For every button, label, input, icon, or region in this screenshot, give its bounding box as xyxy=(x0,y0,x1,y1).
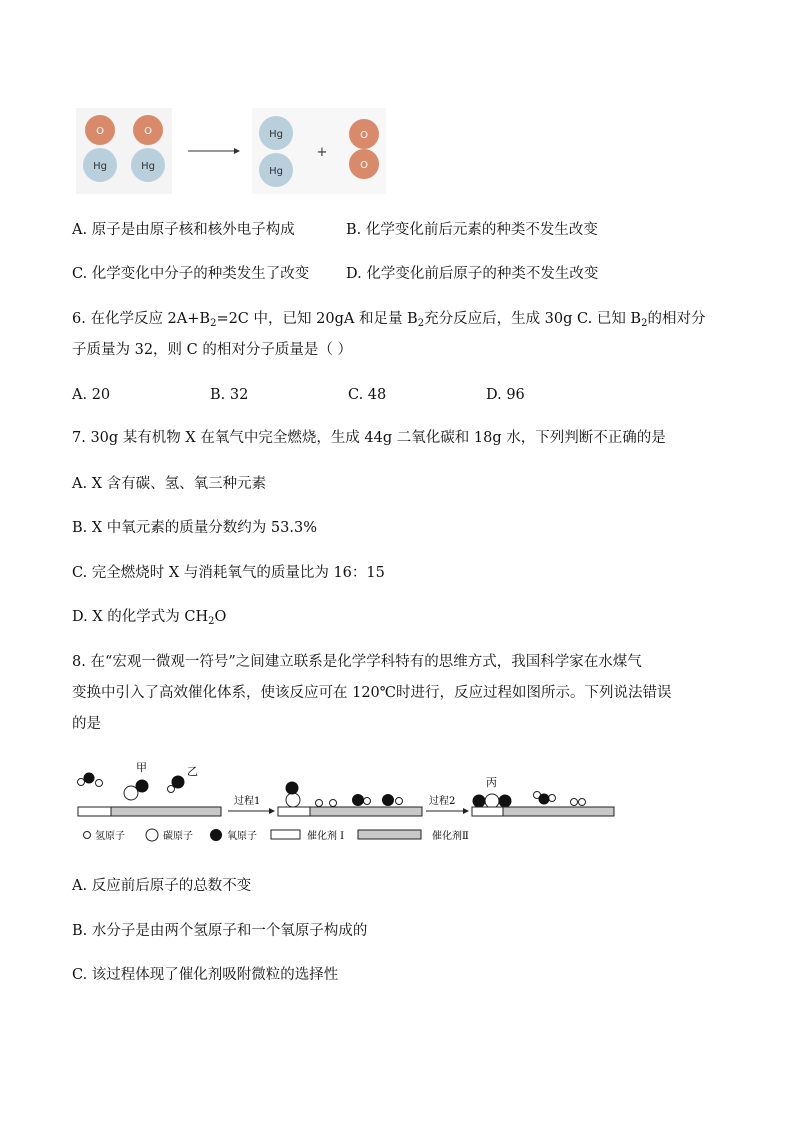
q6-subscript: 2 xyxy=(417,318,425,329)
q7-option-d xyxy=(72,607,226,627)
hydrogen-atom xyxy=(96,780,103,787)
oxygen-atom xyxy=(382,794,394,806)
oxygen-atom xyxy=(172,776,185,789)
legend-carbon-icon xyxy=(146,829,158,841)
reaction-arrow-head xyxy=(234,148,240,154)
q7-option-d-text: O xyxy=(214,609,227,625)
process-1-arrow-head xyxy=(269,808,275,814)
q8-stem-line2: 变换中引入了高效催化体系，使该反应可在 120℃时进行，反应过程如图所示。下列说法错误 xyxy=(72,685,672,701)
catalyst-one-bar xyxy=(472,807,503,816)
q6-stem-line1 xyxy=(72,309,705,329)
q8-stem-line1: 8. 在“宏观一微观一符号”之间建立联系是化学学科特有的思维方式，我国科学家在水煤气 xyxy=(72,654,642,670)
hydrogen-atom xyxy=(571,799,578,806)
q5-option-b: B. 化学变化前后元素的种类不发生改变 xyxy=(346,222,598,238)
q8-option-c: C. 该过程体现了催化剂吸附微粒的选择性 xyxy=(72,967,339,983)
atom-label-o: O xyxy=(96,126,104,137)
hydrogen-atom xyxy=(396,798,403,805)
atom-label-hg: Hg xyxy=(269,166,283,177)
legend-catalyst-one-label: 催化剂 I xyxy=(307,831,345,842)
q8-stem-line3: 的是 xyxy=(72,716,101,732)
q6-subscript: 2 xyxy=(641,318,648,329)
label-yi: 乙 xyxy=(187,765,198,778)
oxygen-atom xyxy=(473,795,486,808)
oxygen-atom xyxy=(352,794,364,806)
q5-option-a: A. 原子是由原子核和核外电子构成 xyxy=(72,222,295,238)
q7-option-c: C. 完全燃烧时 X 与消耗氧气的质量比为 16：15 xyxy=(72,565,385,581)
q6-stem-line2: 子质量为 32，则 C 的相对分子质量是（ ） xyxy=(72,342,352,358)
q6-option-d: D. 96 xyxy=(486,387,525,403)
q8-option-a: A. 反应前后原子的总数不变 xyxy=(72,878,252,894)
q6-subscript: 2 xyxy=(210,318,217,329)
hydrogen-atom xyxy=(78,779,85,786)
q7-option-d-text: D. X 的化学式为 CH xyxy=(72,609,209,625)
q6-text: 的相对分 xyxy=(647,311,706,327)
hydrogen-atom xyxy=(316,800,323,807)
q6-text: 6. 在化学反应 2A+B xyxy=(72,311,211,327)
atom-label-hg: Hg xyxy=(93,161,107,172)
mercury-oxide-reaction-figure xyxy=(76,108,396,194)
legend-hydrogen-label: 氢原子 xyxy=(95,831,125,842)
hydrogen-atom xyxy=(364,798,371,805)
catalyst-two-bar xyxy=(310,807,422,816)
q7-option-b: B. X 中氧元素的质量分数约为 53.3% xyxy=(72,520,317,536)
atom-label-o: O xyxy=(360,130,368,141)
q7-subscript: 2 xyxy=(208,616,215,627)
catalyst-two-bar xyxy=(111,807,221,816)
process-1-label: 过程1 xyxy=(234,796,261,807)
legend-catalyst-one-swatch xyxy=(271,830,300,839)
q6-option-a: A. 20 xyxy=(72,387,111,403)
catalyst-two-bar xyxy=(503,807,614,816)
q5-option-c: C. 化学变化中分子的种类发生了改变 xyxy=(72,266,310,282)
legend-hydrogen-icon xyxy=(84,832,91,839)
q8-option-b: B. 水分子是由两个氢原子和一个氧原子构成的 xyxy=(72,923,368,939)
oxygen-atom xyxy=(136,780,149,793)
oxygen-atom xyxy=(539,794,550,805)
atom-label-hg: Hg xyxy=(269,129,283,140)
label-jia: 甲 xyxy=(136,761,147,774)
carbon-atom xyxy=(485,794,499,808)
q6-text: =2C 中，已知 20gA 和足量 B xyxy=(216,311,418,327)
q6-text: 充分反应后，生成 30g C. 已知 B xyxy=(424,311,642,327)
oxygen-atom xyxy=(84,773,95,784)
legend-carbon-label: 碳原子 xyxy=(163,831,193,842)
q6-option-b: B. 32 xyxy=(210,387,249,403)
legend-catalyst-two-label: 催化剂Ⅱ xyxy=(432,831,469,842)
q7-stem: 7. 30g 某有机物 X 在氧气中完全燃烧，生成 44g 二氧化碳和 18g 水，下列判断不正确的是 xyxy=(72,430,666,446)
process-2-label: 过程2 xyxy=(429,796,456,807)
hydrogen-atom xyxy=(549,795,556,802)
legend-oxygen-icon xyxy=(210,829,222,841)
catalyst-one-bar xyxy=(78,807,111,816)
q5-option-d: D. 化学变化前后原子的种类不发生改变 xyxy=(346,266,599,282)
hydrogen-atom xyxy=(330,800,337,807)
atom-label-o: O xyxy=(360,160,368,171)
atom-label-o: O xyxy=(144,126,152,137)
carbon-atom xyxy=(286,793,300,807)
plus-sign: + xyxy=(316,145,328,160)
label-bing: 丙 xyxy=(486,776,497,789)
legend-catalyst-two-swatch xyxy=(358,830,421,839)
atom-label-hg: Hg xyxy=(141,161,155,172)
process-2-arrow-head xyxy=(463,808,469,814)
hydrogen-atom xyxy=(579,799,586,806)
oxygen-atom xyxy=(286,782,299,795)
q7-option-a: A. X 含有碳、氢、氧三种元素 xyxy=(72,476,267,492)
legend-oxygen-label: 氧原子 xyxy=(227,831,257,842)
water-gas-shift-figure xyxy=(74,756,634,848)
catalyst-one-bar xyxy=(278,807,310,816)
q6-option-c: C. 48 xyxy=(348,387,387,403)
oxygen-atom xyxy=(499,795,512,808)
